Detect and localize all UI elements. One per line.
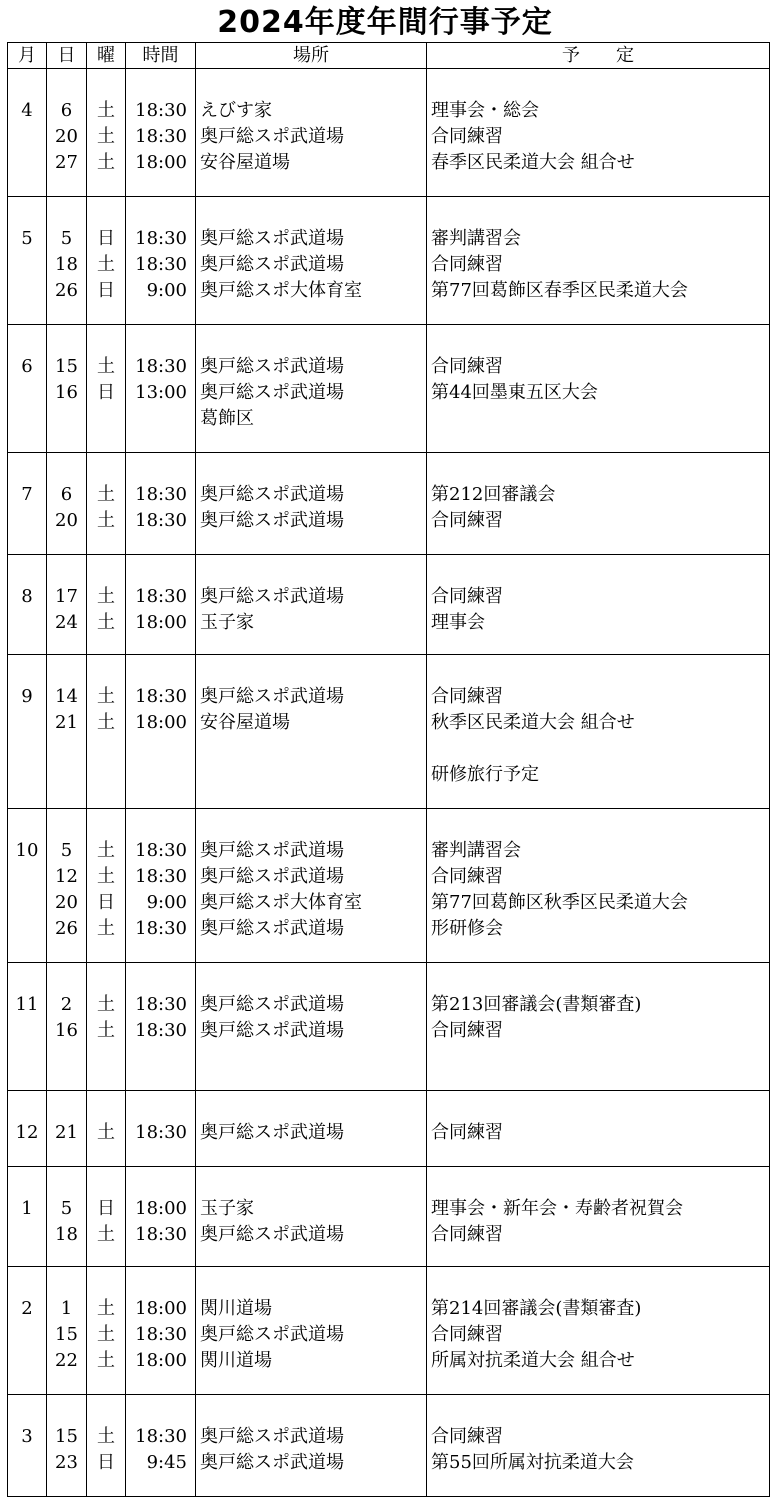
month-cell (8, 1267, 47, 1395)
day-cell (47, 453, 87, 555)
weekday-cell (87, 325, 126, 453)
month-label: 2 (21, 1298, 33, 1319)
weekday-text: 土 (97, 1324, 115, 1345)
event-cell (427, 809, 770, 963)
weekday-text: 土 (97, 484, 115, 505)
month-cell (8, 197, 47, 325)
place-text: 関川道場 (200, 1350, 272, 1371)
event-text: 研修旅行予定 (431, 764, 539, 785)
time-cell (126, 69, 196, 197)
event-text: 所属対抗柔道大会 組合せ (431, 1350, 635, 1371)
time-text: 18:30 (135, 1324, 187, 1345)
weekday-text: 土 (97, 840, 115, 861)
place-text: 葛飾区 (200, 408, 254, 429)
weekday-cell (87, 197, 126, 325)
header-time: 時間 (126, 43, 196, 69)
month-label: 5 (21, 228, 33, 249)
event-text: 合同練習 (431, 510, 503, 531)
day-text (47, 736, 86, 762)
day-cell (47, 1091, 87, 1167)
place-cell (196, 197, 427, 325)
weekday-cell (87, 809, 126, 963)
place-text: 奥戸総スポ武道場 (200, 510, 344, 531)
day-text: 17 (55, 586, 78, 607)
day-text: 27 (55, 152, 78, 173)
event-text: 審判講習会 (431, 228, 521, 249)
month-row-12 (8, 1091, 770, 1167)
place-cell (196, 555, 427, 655)
event-cell (427, 555, 770, 655)
time-cell (126, 1267, 196, 1395)
time-cell (126, 197, 196, 325)
place-text: 奥戸総スポ武道場 (200, 840, 344, 861)
time-text (126, 736, 195, 762)
event-cell (427, 1395, 770, 1497)
day-cell (47, 197, 87, 325)
place-cell (196, 809, 427, 963)
header-place: 場所 (196, 43, 427, 69)
weekday-cell (87, 69, 126, 197)
weekday-text: 土 (97, 994, 115, 1015)
month-row-11 (8, 963, 770, 1091)
place-cell (196, 1091, 427, 1167)
month-cell (8, 809, 47, 963)
weekday-text: 日 (97, 280, 115, 301)
day-text: 23 (55, 1452, 78, 1473)
place-cell (196, 1395, 427, 1497)
month-row-6 (8, 325, 770, 453)
month-label: 6 (21, 356, 33, 377)
event-text: 合同練習 (431, 1324, 503, 1345)
time-text: 18:30 (135, 484, 187, 505)
event-text: 第55回所属対抗柔道大会 (431, 1452, 634, 1473)
event-text: 秋季区民柔道大会 組合せ (431, 712, 635, 733)
day-text: 22 (55, 1350, 78, 1371)
place-cell (196, 1167, 427, 1267)
place-text: 安谷屋道場 (200, 152, 290, 173)
place-text: 奥戸総スポ大体育室 (200, 280, 362, 301)
place-cell (196, 325, 427, 453)
day-cell (47, 809, 87, 963)
month-label: 9 (21, 686, 33, 707)
weekday-text (87, 762, 125, 788)
place-cell (196, 453, 427, 555)
header-month: 月 (8, 43, 47, 69)
time-text: 18:00 (135, 712, 187, 733)
event-cell (427, 963, 770, 1091)
event-cell (427, 325, 770, 453)
day-text: 12 (55, 866, 78, 887)
weekday-text: 土 (97, 356, 115, 377)
day-cell (47, 1167, 87, 1267)
place-text: 奥戸総スポ武道場 (200, 1122, 344, 1143)
header-weekday: 曜 (87, 43, 126, 69)
place-text: 奥戸総スポ武道場 (200, 1324, 344, 1345)
month-row-2 (8, 1267, 770, 1395)
table-header (8, 43, 770, 69)
day-text: 5 (60, 1198, 73, 1219)
event-text: 合同練習 (431, 1426, 503, 1447)
month-label: 10 (15, 840, 39, 861)
day-text: 26 (55, 918, 78, 939)
weekday-text: 土 (97, 100, 115, 121)
event-text: 形研修会 (431, 918, 503, 939)
day-text: 15 (55, 356, 78, 377)
weekday-text: 土 (97, 1426, 115, 1447)
weekday-text (87, 736, 125, 762)
weekday-text: 土 (97, 254, 115, 275)
weekday-text: 日 (97, 228, 115, 249)
weekday-text: 土 (97, 1224, 115, 1245)
event-cell (427, 69, 770, 197)
day-text: 26 (55, 280, 78, 301)
day-text: 1 (60, 1298, 73, 1319)
event-text: 第77回葛飾区春季区民柔道大会 (431, 280, 688, 301)
header-event: 予 定 (427, 43, 770, 69)
event-text: 合同練習 (431, 254, 503, 275)
time-cell (126, 809, 196, 963)
time-text: 18:30 (135, 866, 187, 887)
event-text: 審判講習会 (431, 840, 521, 861)
month-cell (8, 1091, 47, 1167)
day-cell (47, 1395, 87, 1497)
day-cell (47, 1267, 87, 1395)
weekday-text: 土 (97, 152, 115, 173)
month-label: 8 (21, 586, 33, 607)
time-text: 18:00 (135, 612, 187, 633)
time-text (126, 762, 195, 788)
time-text: 18:30 (135, 100, 187, 121)
event-text: 第212回審議会 (431, 484, 556, 505)
weekday-text: 土 (97, 712, 115, 733)
place-text: 奥戸総スポ武道場 (200, 484, 344, 505)
time-text: 18:30 (135, 356, 187, 377)
place-text: えびす家 (200, 100, 272, 121)
event-text: 合同練習 (431, 1020, 503, 1041)
place-text: 関川道場 (200, 1298, 272, 1319)
weekday-text: 土 (97, 1020, 115, 1041)
weekday-text: 土 (97, 686, 115, 707)
day-cell (47, 325, 87, 453)
day-text: 16 (55, 1020, 78, 1041)
day-text: 5 (60, 228, 73, 249)
month-label: 7 (21, 484, 33, 505)
day-text: 6 (60, 484, 73, 505)
month-row-3 (8, 1395, 770, 1497)
time-text: 18:00 (135, 1350, 187, 1371)
month-label: 3 (21, 1426, 33, 1447)
time-text: 9:45 (146, 1452, 187, 1473)
event-text: 合同練習 (431, 586, 503, 607)
event-text: 合同練習 (431, 126, 503, 147)
weekday-text: 土 (97, 586, 115, 607)
page-title: 2024年度年間行事予定 (217, 5, 553, 40)
weekday-text: 土 (97, 1350, 115, 1371)
month-label: 12 (15, 1122, 39, 1143)
event-text: 第77回葛飾区秋季区民柔道大会 (431, 892, 688, 913)
time-text: 18:30 (135, 126, 187, 147)
place-text: 奥戸総スポ武道場 (200, 586, 344, 607)
weekday-cell (87, 655, 126, 809)
event-text: 合同練習 (431, 356, 503, 377)
place-cell (196, 69, 427, 197)
day-text: 21 (55, 1122, 78, 1143)
place-text: 奥戸総スポ武道場 (200, 254, 344, 275)
time-cell (126, 453, 196, 555)
place-text: 奥戸総スポ武道場 (200, 1452, 344, 1473)
place-text: 奥戸総スポ武道場 (200, 686, 344, 707)
schedule-table (7, 42, 770, 1497)
month-row-4 (8, 69, 770, 197)
day-text: 18 (55, 254, 78, 275)
weekday-cell (87, 1167, 126, 1267)
time-text: 9:00 (146, 280, 187, 301)
day-text: 20 (55, 126, 78, 147)
month-label: 4 (21, 100, 33, 121)
event-text: 理事会 (431, 612, 485, 633)
month-cell (8, 69, 47, 197)
weekday-cell (87, 1091, 126, 1167)
event-text: 第214回審議会(書類審査) (431, 1298, 642, 1319)
day-text: 5 (60, 840, 73, 861)
place-text: 玉子家 (200, 1198, 254, 1219)
day-cell (47, 555, 87, 655)
event-cell (427, 655, 770, 809)
weekday-cell (87, 1267, 126, 1395)
day-text (47, 406, 86, 432)
time-cell (126, 555, 196, 655)
event-text (427, 736, 769, 762)
table-body (8, 69, 770, 1497)
weekday-text: 土 (97, 1122, 115, 1143)
place-text: 奥戸総スポ武道場 (200, 918, 344, 939)
place-text: 奥戸総スポ武道場 (200, 1224, 344, 1245)
place-text (196, 736, 426, 762)
place-text: 玉子家 (200, 612, 254, 633)
time-text: 18:00 (135, 1198, 187, 1219)
weekday-text: 土 (97, 510, 115, 531)
place-text: 奥戸総スポ武道場 (200, 382, 344, 403)
time-cell (126, 1395, 196, 1497)
month-cell (8, 453, 47, 555)
month-row-5 (8, 197, 770, 325)
event-text (427, 406, 769, 432)
month-cell (8, 1395, 47, 1497)
day-text: 15 (55, 1426, 78, 1447)
place-cell (196, 1267, 427, 1395)
event-text: 合同練習 (431, 1122, 503, 1143)
day-text: 2 (60, 994, 73, 1015)
place-text: 安谷屋道場 (200, 712, 290, 733)
place-text: 奥戸総スポ武道場 (200, 228, 344, 249)
place-text: 奥戸総スポ武道場 (200, 994, 344, 1015)
event-cell (427, 1091, 770, 1167)
place-text: 奥戸総スポ大体育室 (200, 892, 362, 913)
event-text: 第44回墨東五区大会 (431, 382, 598, 403)
time-text: 18:30 (135, 586, 187, 607)
event-cell (427, 1167, 770, 1267)
time-text: 18:30 (135, 994, 187, 1015)
time-text: 9:00 (146, 892, 187, 913)
time-text: 18:30 (135, 1224, 187, 1245)
time-text: 18:30 (135, 510, 187, 531)
place-text: 奥戸総スポ武道場 (200, 1426, 344, 1447)
month-cell (8, 325, 47, 453)
time-cell (126, 1167, 196, 1267)
weekday-text: 土 (97, 918, 115, 939)
event-text: 春季区民柔道大会 組合せ (431, 152, 635, 173)
month-row-1 (8, 1167, 770, 1267)
time-text: 18:30 (135, 228, 187, 249)
month-cell (8, 1167, 47, 1267)
time-text: 18:30 (135, 1426, 187, 1447)
header-row (8, 43, 770, 69)
time-cell (126, 1091, 196, 1167)
event-cell (427, 453, 770, 555)
time-text: 18:30 (135, 918, 187, 939)
day-text: 15 (55, 1324, 78, 1345)
event-text: 合同練習 (431, 1224, 503, 1245)
time-cell (126, 655, 196, 809)
weekday-text: 土 (97, 1298, 115, 1319)
month-row-8 (8, 555, 770, 655)
time-text: 13:00 (135, 382, 187, 403)
weekday-cell (87, 1395, 126, 1497)
day-cell (47, 963, 87, 1091)
header-day: 日 (47, 43, 87, 69)
place-text: 奥戸総スポ武道場 (200, 866, 344, 887)
day-text (47, 762, 86, 788)
place-text: 奥戸総スポ武道場 (200, 1020, 344, 1041)
place-cell (196, 655, 427, 809)
month-row-9 (8, 655, 770, 809)
weekday-text: 日 (97, 382, 115, 403)
time-cell (126, 963, 196, 1091)
weekday-text: 日 (97, 1198, 115, 1219)
event-text: 第213回審議会(書類審査) (431, 994, 642, 1015)
time-text: 18:30 (135, 1020, 187, 1041)
day-cell (47, 655, 87, 809)
day-cell (47, 69, 87, 197)
month-cell (8, 655, 47, 809)
place-text: 奥戸総スポ武道場 (200, 356, 344, 377)
day-text: 16 (55, 382, 78, 403)
time-text: 18:30 (135, 1122, 187, 1143)
weekday-cell (87, 453, 126, 555)
weekday-text (87, 406, 125, 432)
day-text: 20 (55, 510, 78, 531)
month-row-10 (8, 809, 770, 963)
place-text (196, 762, 426, 788)
event-cell (427, 197, 770, 325)
event-text: 理事会・総会 (431, 100, 539, 121)
weekday-text: 日 (97, 1452, 115, 1473)
time-text (126, 406, 195, 432)
place-cell (196, 963, 427, 1091)
month-label: 1 (21, 1198, 33, 1219)
weekday-text: 土 (97, 612, 115, 633)
time-text: 18:30 (135, 686, 187, 707)
month-cell (8, 963, 47, 1091)
weekday-text: 土 (97, 866, 115, 887)
time-text: 18:30 (135, 254, 187, 275)
day-text: 20 (55, 892, 78, 913)
weekday-cell (87, 963, 126, 1091)
event-text: 合同練習 (431, 866, 503, 887)
weekday-text: 日 (97, 892, 115, 913)
day-text: 14 (55, 686, 78, 707)
time-text: 18:00 (135, 1298, 187, 1319)
month-label: 11 (15, 994, 39, 1015)
event-cell (427, 1267, 770, 1395)
day-text: 6 (60, 100, 73, 121)
weekday-cell (87, 555, 126, 655)
time-cell (126, 325, 196, 453)
day-text: 18 (55, 1224, 78, 1245)
month-cell (8, 555, 47, 655)
event-text: 合同練習 (431, 686, 503, 707)
day-text: 24 (55, 612, 78, 633)
event-text: 理事会・新年会・寿齢者祝賀会 (431, 1198, 683, 1219)
place-text: 奥戸総スポ武道場 (200, 126, 344, 147)
day-text: 21 (55, 712, 78, 733)
time-text: 18:30 (135, 840, 187, 861)
time-text: 18:00 (135, 152, 187, 173)
weekday-text: 土 (97, 126, 115, 147)
month-row-7 (8, 453, 770, 555)
